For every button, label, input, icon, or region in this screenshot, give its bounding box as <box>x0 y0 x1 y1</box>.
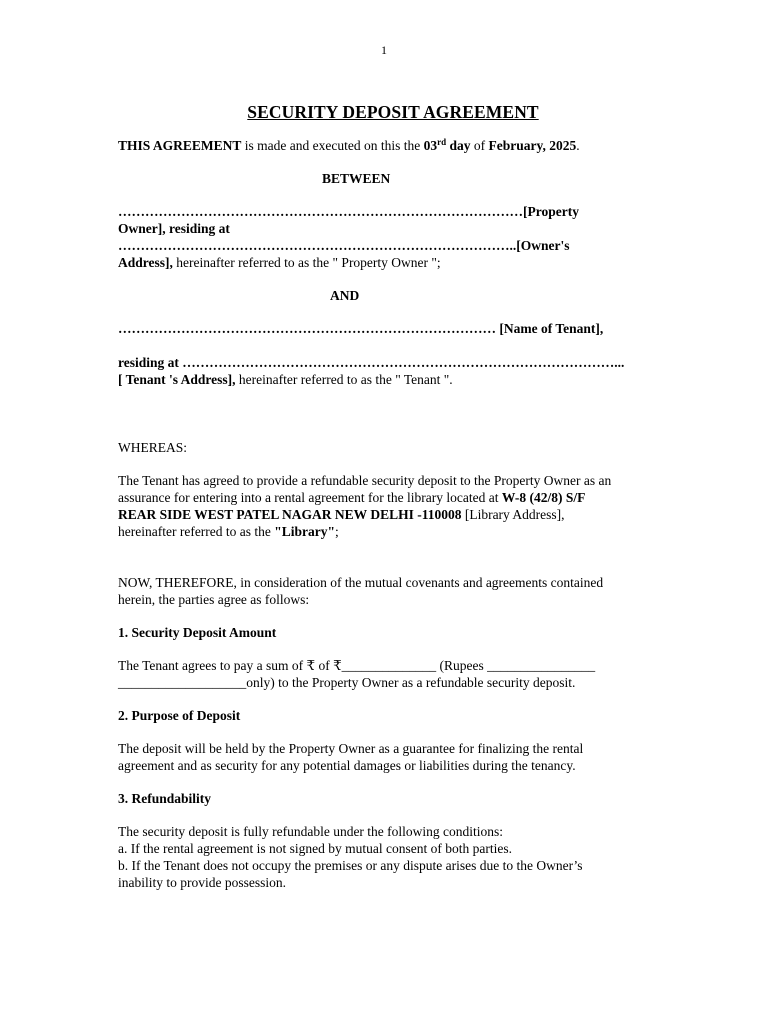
intro-text-2: of <box>470 138 489 153</box>
intro-text-1: is made and executed on this the <box>241 138 424 153</box>
now-therefore-line-2: herein, the parties agree as follows: <box>118 592 310 607</box>
intro-date: February, 2025 <box>488 138 577 153</box>
section-2-line-1: The deposit will be held by the Property Owner as a guarantee for finalizing the rental <box>118 741 584 756</box>
tenant-line-2: residing at ……………………………………………………………………………………... <box>118 355 625 370</box>
between-heading: BETWEEN <box>322 171 391 186</box>
section-heading-deposit-amount: 1. Security Deposit Amount <box>118 625 277 640</box>
and-heading: AND <box>330 288 360 303</box>
library-defined-term: "Library" <box>274 524 336 539</box>
intro-end: . <box>576 138 580 153</box>
section-heading-refundability: 3. Refundability <box>118 791 212 806</box>
intro-day-word: day <box>446 138 471 153</box>
section-1-line-2: ___________________only) to the Property Owner as a refundable security deposit. <box>118 675 576 690</box>
section-heading-purpose: 2. Purpose of Deposit <box>118 708 241 723</box>
document-title: SECURITY DEPOSIT AGREEMENT <box>247 102 539 122</box>
section-3-line-2: a. If the rental agreement is not signed by mutual consent of both parties. <box>118 841 513 856</box>
tenant-referred: hereinafter referred to as the " Tenant ". <box>235 372 453 387</box>
intro-day-suffix: rd <box>437 137 447 147</box>
owner-address-tag: Address], <box>118 255 173 270</box>
recital-text-2: [Library Address], <box>461 507 565 522</box>
section-2-line-2: agreement and as security for any potential damages or liabilities during the tenancy. <box>118 758 576 773</box>
tenant-line-3 <box>118 371 658 388</box>
intro-day-number: 03 <box>423 138 438 153</box>
recital-paragraph <box>118 472 658 540</box>
tenant-name-label: [Name of Tenant], <box>496 321 604 336</box>
owner-line-2: Owner], residing at <box>118 221 230 236</box>
tenant-name-blank: ………………………………………………………………………… <box>118 321 496 336</box>
owner-line-3 <box>118 237 658 254</box>
library-address-1: W-8 (42/8) S/F <box>501 490 586 505</box>
intro-lead: THIS AGREEMENT <box>118 138 242 153</box>
page-number: 1 <box>381 43 387 57</box>
tenant-line-1 <box>118 320 658 337</box>
owner-line-4 <box>118 254 658 271</box>
section-3-line-1: The security deposit is fully refundable under the following conditions: <box>118 824 504 839</box>
owner-name-label: [Property <box>523 204 579 219</box>
owner-address-blank: …………………………………………………………………………….. <box>118 238 517 253</box>
section-3-line-4: inability to provide possession. <box>118 875 286 890</box>
recital-text-3: hereinafter referred to as the <box>118 524 275 539</box>
owner-line-1 <box>118 203 658 220</box>
owner-address-label: [Owner's <box>516 238 570 253</box>
now-therefore-line-1: NOW, THEREFORE, in consideration of the mutual covenants and agreements contained <box>118 575 604 590</box>
recital-text-1: The Tenant has agreed to provide a refundable security deposit to the Property Owner as an assurance for entering into a rental agreement for the library located at <box>118 473 612 505</box>
intro-paragraph <box>118 137 658 154</box>
tenant-address-tag: [ Tenant 's Address], <box>118 372 236 387</box>
owner-referred: hereinafter referred to as the " Property Owner "; <box>172 255 441 270</box>
owner-name-blank: ……………………………………………………………………………… <box>118 204 523 219</box>
section-1-line-1: The Tenant agrees to pay a sum of ₹ of ₹______________ (Rupees ________________ <box>118 658 596 673</box>
whereas-heading: WHEREAS: <box>118 440 187 455</box>
section-3-line-3: b. If the Tenant does not occupy the premises or any dispute arises due to the Owner’s <box>118 858 583 873</box>
document-body <box>118 104 658 891</box>
library-address-2: REAR SIDE WEST PATEL NAGAR NEW DELHI -110008 <box>118 507 462 522</box>
recital-text-4: ; <box>335 524 339 539</box>
